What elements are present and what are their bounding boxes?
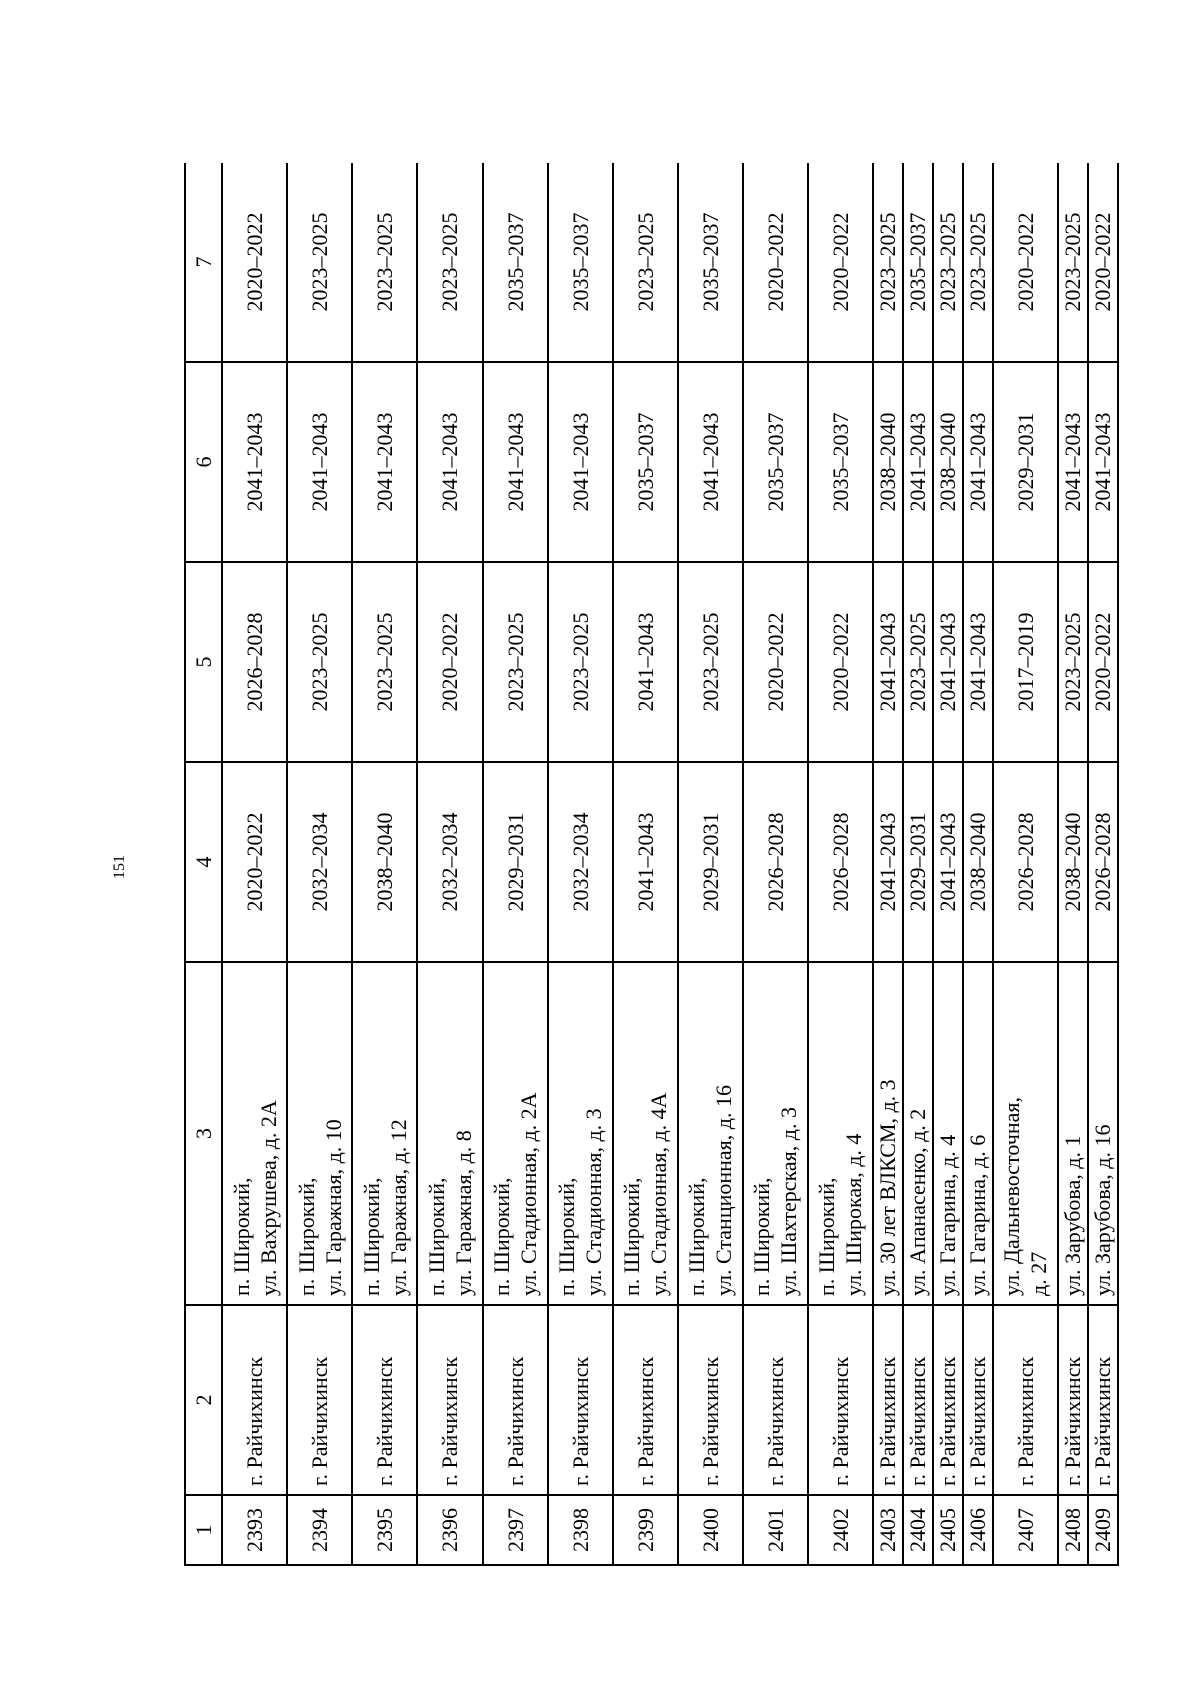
cell-period-7: 2020–2022 — [808, 163, 873, 362]
address-line: ул. Широкая, д. 4 — [841, 1133, 867, 1296]
cell-city: г. Райчихинск — [808, 1305, 873, 1495]
table-body — [185, 163, 1118, 1565]
cell-address — [1088, 962, 1118, 1305]
cell-period-5: 2041–2043 — [963, 562, 993, 762]
address-line: ул. Дальневосточная, — [999, 1096, 1025, 1296]
cell-city: г. Райчихинск — [963, 1305, 993, 1495]
column-header: 3 — [185, 962, 222, 1305]
cell-city: г. Райчихинск — [933, 1305, 963, 1495]
cell-period-6: 2041–2043 — [903, 362, 933, 562]
cell-city: г. Райчихинск — [903, 1305, 933, 1495]
cell-period-7: 2023–2025 — [287, 163, 352, 362]
cell-number: 2395 — [352, 1495, 417, 1565]
cell-period-4: 2032–2034 — [287, 762, 352, 962]
cell-address — [743, 962, 808, 1305]
cell-number: 2393 — [222, 1495, 287, 1565]
address-line: ул. Стадионная, д. 3 — [581, 1108, 607, 1296]
cell-period-5: 2026–2028 — [222, 562, 287, 762]
cell-period-6: 2035–2037 — [808, 362, 873, 562]
cell-period-5: 2023–2025 — [548, 562, 613, 762]
cell-period-5: 2020–2022 — [808, 562, 873, 762]
address-line: ул. Гаражная, д. 10 — [320, 1119, 346, 1296]
cell-period-4: 2041–2043 — [873, 762, 903, 962]
cell-address — [963, 962, 993, 1305]
address-line: ул. Стадионная, д. 4А — [646, 1092, 672, 1296]
cell-period-6: 2041–2043 — [352, 362, 417, 562]
address-line: п. Широкий, — [423, 1177, 449, 1296]
cell-address — [352, 962, 417, 1305]
cell-period-5: 2020–2022 — [743, 562, 808, 762]
address-line: п. Широкий, — [293, 1177, 319, 1296]
address-line: д. 27 — [1026, 1251, 1052, 1296]
cell-address — [993, 962, 1058, 1305]
address-line: ул. Шахтерская, д. 3 — [776, 1107, 802, 1296]
address-line: ул. Гагарина, д. 4 — [935, 1134, 961, 1296]
cell-number: 2403 — [873, 1495, 903, 1565]
cell-period-7: 2020–2022 — [222, 163, 287, 362]
cell-period-5: 2023–2025 — [287, 562, 352, 762]
table-row — [613, 163, 678, 1565]
cell-address — [483, 962, 548, 1305]
cell-period-4: 2041–2043 — [613, 762, 678, 962]
cell-address — [903, 962, 933, 1305]
address-line: ул. Гагарина, д. 6 — [965, 1134, 991, 1296]
cell-period-7: 2020–2022 — [1088, 163, 1118, 362]
cell-period-6: 2038–2040 — [873, 362, 903, 562]
table-row — [873, 163, 903, 1565]
column-header: 7 — [185, 163, 222, 362]
cell-period-6: 2038–2040 — [933, 362, 963, 562]
cell-period-5: 2017–2019 — [993, 562, 1058, 762]
address-line: п. Широкий, — [228, 1177, 254, 1296]
cell-number: 2399 — [613, 1495, 678, 1565]
column-header: 5 — [185, 562, 222, 762]
table-row — [993, 163, 1058, 1565]
cell-period-5: 2020–2022 — [417, 562, 482, 762]
table-row — [222, 163, 287, 1565]
cell-period-4: 2038–2040 — [352, 762, 417, 962]
cell-number: 2402 — [808, 1495, 873, 1565]
cell-number: 2409 — [1088, 1495, 1118, 1565]
cell-period-5: 2023–2025 — [352, 562, 417, 762]
cell-period-6: 2041–2043 — [1088, 362, 1118, 562]
rotated-table-frame — [184, 163, 1119, 1566]
cell-period-4: 2038–2040 — [963, 762, 993, 962]
cell-period-4: 2038–2040 — [1058, 762, 1088, 962]
cell-city: г. Райчихинск — [613, 1305, 678, 1495]
cell-period-7: 2020–2022 — [993, 163, 1058, 362]
cell-number: 2407 — [993, 1495, 1058, 1565]
cell-address — [287, 962, 352, 1305]
address-line: ул. Гаражная, д. 12 — [385, 1119, 411, 1296]
table-row — [903, 163, 933, 1565]
cell-period-4: 2026–2028 — [993, 762, 1058, 962]
cell-period-5: 2023–2025 — [903, 562, 933, 762]
address-line: ул. Зарубова, д. 1 — [1060, 1135, 1086, 1296]
address-line: ул. Стадионная, д. 2А — [516, 1092, 542, 1296]
table-row — [933, 163, 963, 1565]
cell-period-5: 2041–2043 — [613, 562, 678, 762]
cell-city: г. Райчихинск — [287, 1305, 352, 1495]
cell-period-6: 2041–2043 — [483, 362, 548, 562]
address-line: ул. 30 лет ВЛКСМ, д. 3 — [875, 1079, 901, 1296]
table-row — [483, 163, 548, 1565]
cell-number: 2400 — [678, 1495, 743, 1565]
cell-period-5: 2041–2043 — [933, 562, 963, 762]
cell-city: г. Райчихинск — [678, 1305, 743, 1495]
cell-period-5: 2023–2025 — [1058, 562, 1088, 762]
cell-city: г. Райчихинск — [993, 1305, 1058, 1495]
cell-period-4: 2026–2028 — [1088, 762, 1118, 962]
cell-period-4: 2020–2022 — [222, 762, 287, 962]
cell-period-6: 2041–2043 — [1058, 362, 1088, 562]
cell-number: 2406 — [963, 1495, 993, 1565]
address-line: п. Широкий, — [489, 1177, 515, 1296]
cell-city: г. Райчихинск — [743, 1305, 808, 1495]
cell-address — [808, 962, 873, 1305]
table-row — [678, 163, 743, 1565]
address-line: п. Широкий, — [619, 1177, 645, 1296]
cell-period-7: 2023–2025 — [933, 163, 963, 362]
cell-period-6: 2041–2043 — [417, 362, 482, 562]
cell-address — [1058, 962, 1088, 1305]
table-row — [417, 163, 482, 1565]
address-line: ул. Станционная, д. 16 — [711, 1085, 737, 1296]
cell-period-7: 2023–2025 — [352, 163, 417, 362]
cell-period-6: 2029–2031 — [993, 362, 1058, 562]
address-line: п. Широкий, — [554, 1177, 580, 1296]
column-header: 2 — [185, 1305, 222, 1495]
cell-period-4: 2032–2034 — [417, 762, 482, 962]
cell-address — [222, 962, 287, 1305]
table-row — [352, 163, 417, 1565]
cell-period-4: 2041–2043 — [933, 762, 963, 962]
table-row — [287, 163, 352, 1565]
cell-number: 2398 — [548, 1495, 613, 1565]
cell-period-6: 2041–2043 — [678, 362, 743, 562]
cell-period-5: 2041–2043 — [873, 562, 903, 762]
cell-period-7: 2023–2025 — [963, 163, 993, 362]
cell-address — [678, 962, 743, 1305]
cell-number: 2397 — [483, 1495, 548, 1565]
cell-period-6: 2041–2043 — [287, 362, 352, 562]
cell-period-7: 2020–2022 — [743, 163, 808, 362]
table-row — [548, 163, 613, 1565]
cell-period-7: 2023–2025 — [417, 163, 482, 362]
table-row — [1088, 163, 1118, 1565]
cell-number: 2405 — [933, 1495, 963, 1565]
cell-address — [548, 962, 613, 1305]
cell-number: 2408 — [1058, 1495, 1088, 1565]
table-row — [808, 163, 873, 1565]
address-line: п. Широкий, — [684, 1177, 710, 1296]
address-line: п. Широкий, — [814, 1177, 840, 1296]
cell-address — [933, 962, 963, 1305]
cell-period-6: 2035–2037 — [743, 362, 808, 562]
cell-city: г. Райчихинск — [483, 1305, 548, 1495]
cell-period-7: 2035–2037 — [678, 163, 743, 362]
cell-period-7: 2035–2037 — [548, 163, 613, 362]
cell-city: г. Райчихинск — [222, 1305, 287, 1495]
cell-city: г. Райчихинск — [548, 1305, 613, 1495]
cell-period-4: 2029–2031 — [903, 762, 933, 962]
housing-register-table — [184, 163, 1119, 1566]
table-row — [743, 163, 808, 1565]
column-header-row — [185, 163, 222, 1565]
cell-period-4: 2026–2028 — [808, 762, 873, 962]
cell-period-6: 2041–2043 — [222, 362, 287, 562]
cell-period-5: 2023–2025 — [678, 562, 743, 762]
address-line: п. Широкий, — [358, 1177, 384, 1296]
cell-period-7: 2035–2037 — [483, 163, 548, 362]
address-line: ул. Апанасенко, д. 2 — [905, 1108, 931, 1296]
cell-period-6: 2041–2043 — [548, 362, 613, 562]
cell-period-4: 2029–2031 — [678, 762, 743, 962]
cell-city: г. Райчихинск — [873, 1305, 903, 1495]
page-number: 151 — [111, 855, 128, 879]
table-row — [1058, 163, 1088, 1565]
cell-city: г. Райчихинск — [417, 1305, 482, 1495]
cell-period-5: 2023–2025 — [483, 562, 548, 762]
column-header: 6 — [185, 362, 222, 562]
cell-period-5: 2020–2022 — [1088, 562, 1118, 762]
cell-period-4: 2026–2028 — [743, 762, 808, 962]
cell-city: г. Райчихинск — [352, 1305, 417, 1495]
cell-address — [417, 962, 482, 1305]
address-line: ул. Вахрушева, д. 2А — [255, 1100, 281, 1296]
address-line: ул. Зарубова, д. 16 — [1090, 1124, 1116, 1296]
cell-number: 2404 — [903, 1495, 933, 1565]
cell-period-6: 2035–2037 — [613, 362, 678, 562]
column-header: 1 — [185, 1495, 222, 1565]
cell-period-7: 2035–2037 — [903, 163, 933, 362]
cell-number: 2396 — [417, 1495, 482, 1565]
cell-number: 2394 — [287, 1495, 352, 1565]
cell-number: 2401 — [743, 1495, 808, 1565]
cell-period-7: 2023–2025 — [1058, 163, 1088, 362]
cell-period-4: 2032–2034 — [548, 762, 613, 962]
cell-address — [873, 962, 903, 1305]
cell-city: г. Райчихинск — [1058, 1305, 1088, 1495]
cell-period-7: 2023–2025 — [613, 163, 678, 362]
table-container — [184, 163, 1119, 1566]
cell-period-6: 2041–2043 — [963, 362, 993, 562]
address-line: п. Широкий, — [749, 1177, 775, 1296]
cell-address — [613, 962, 678, 1305]
cell-period-7: 2023–2025 — [873, 163, 903, 362]
column-header: 4 — [185, 762, 222, 962]
address-line: ул. Гаражная, д. 8 — [450, 1130, 476, 1296]
cell-city: г. Райчихинск — [1088, 1305, 1118, 1495]
table-row — [963, 163, 993, 1565]
cell-period-4: 2029–2031 — [483, 762, 548, 962]
